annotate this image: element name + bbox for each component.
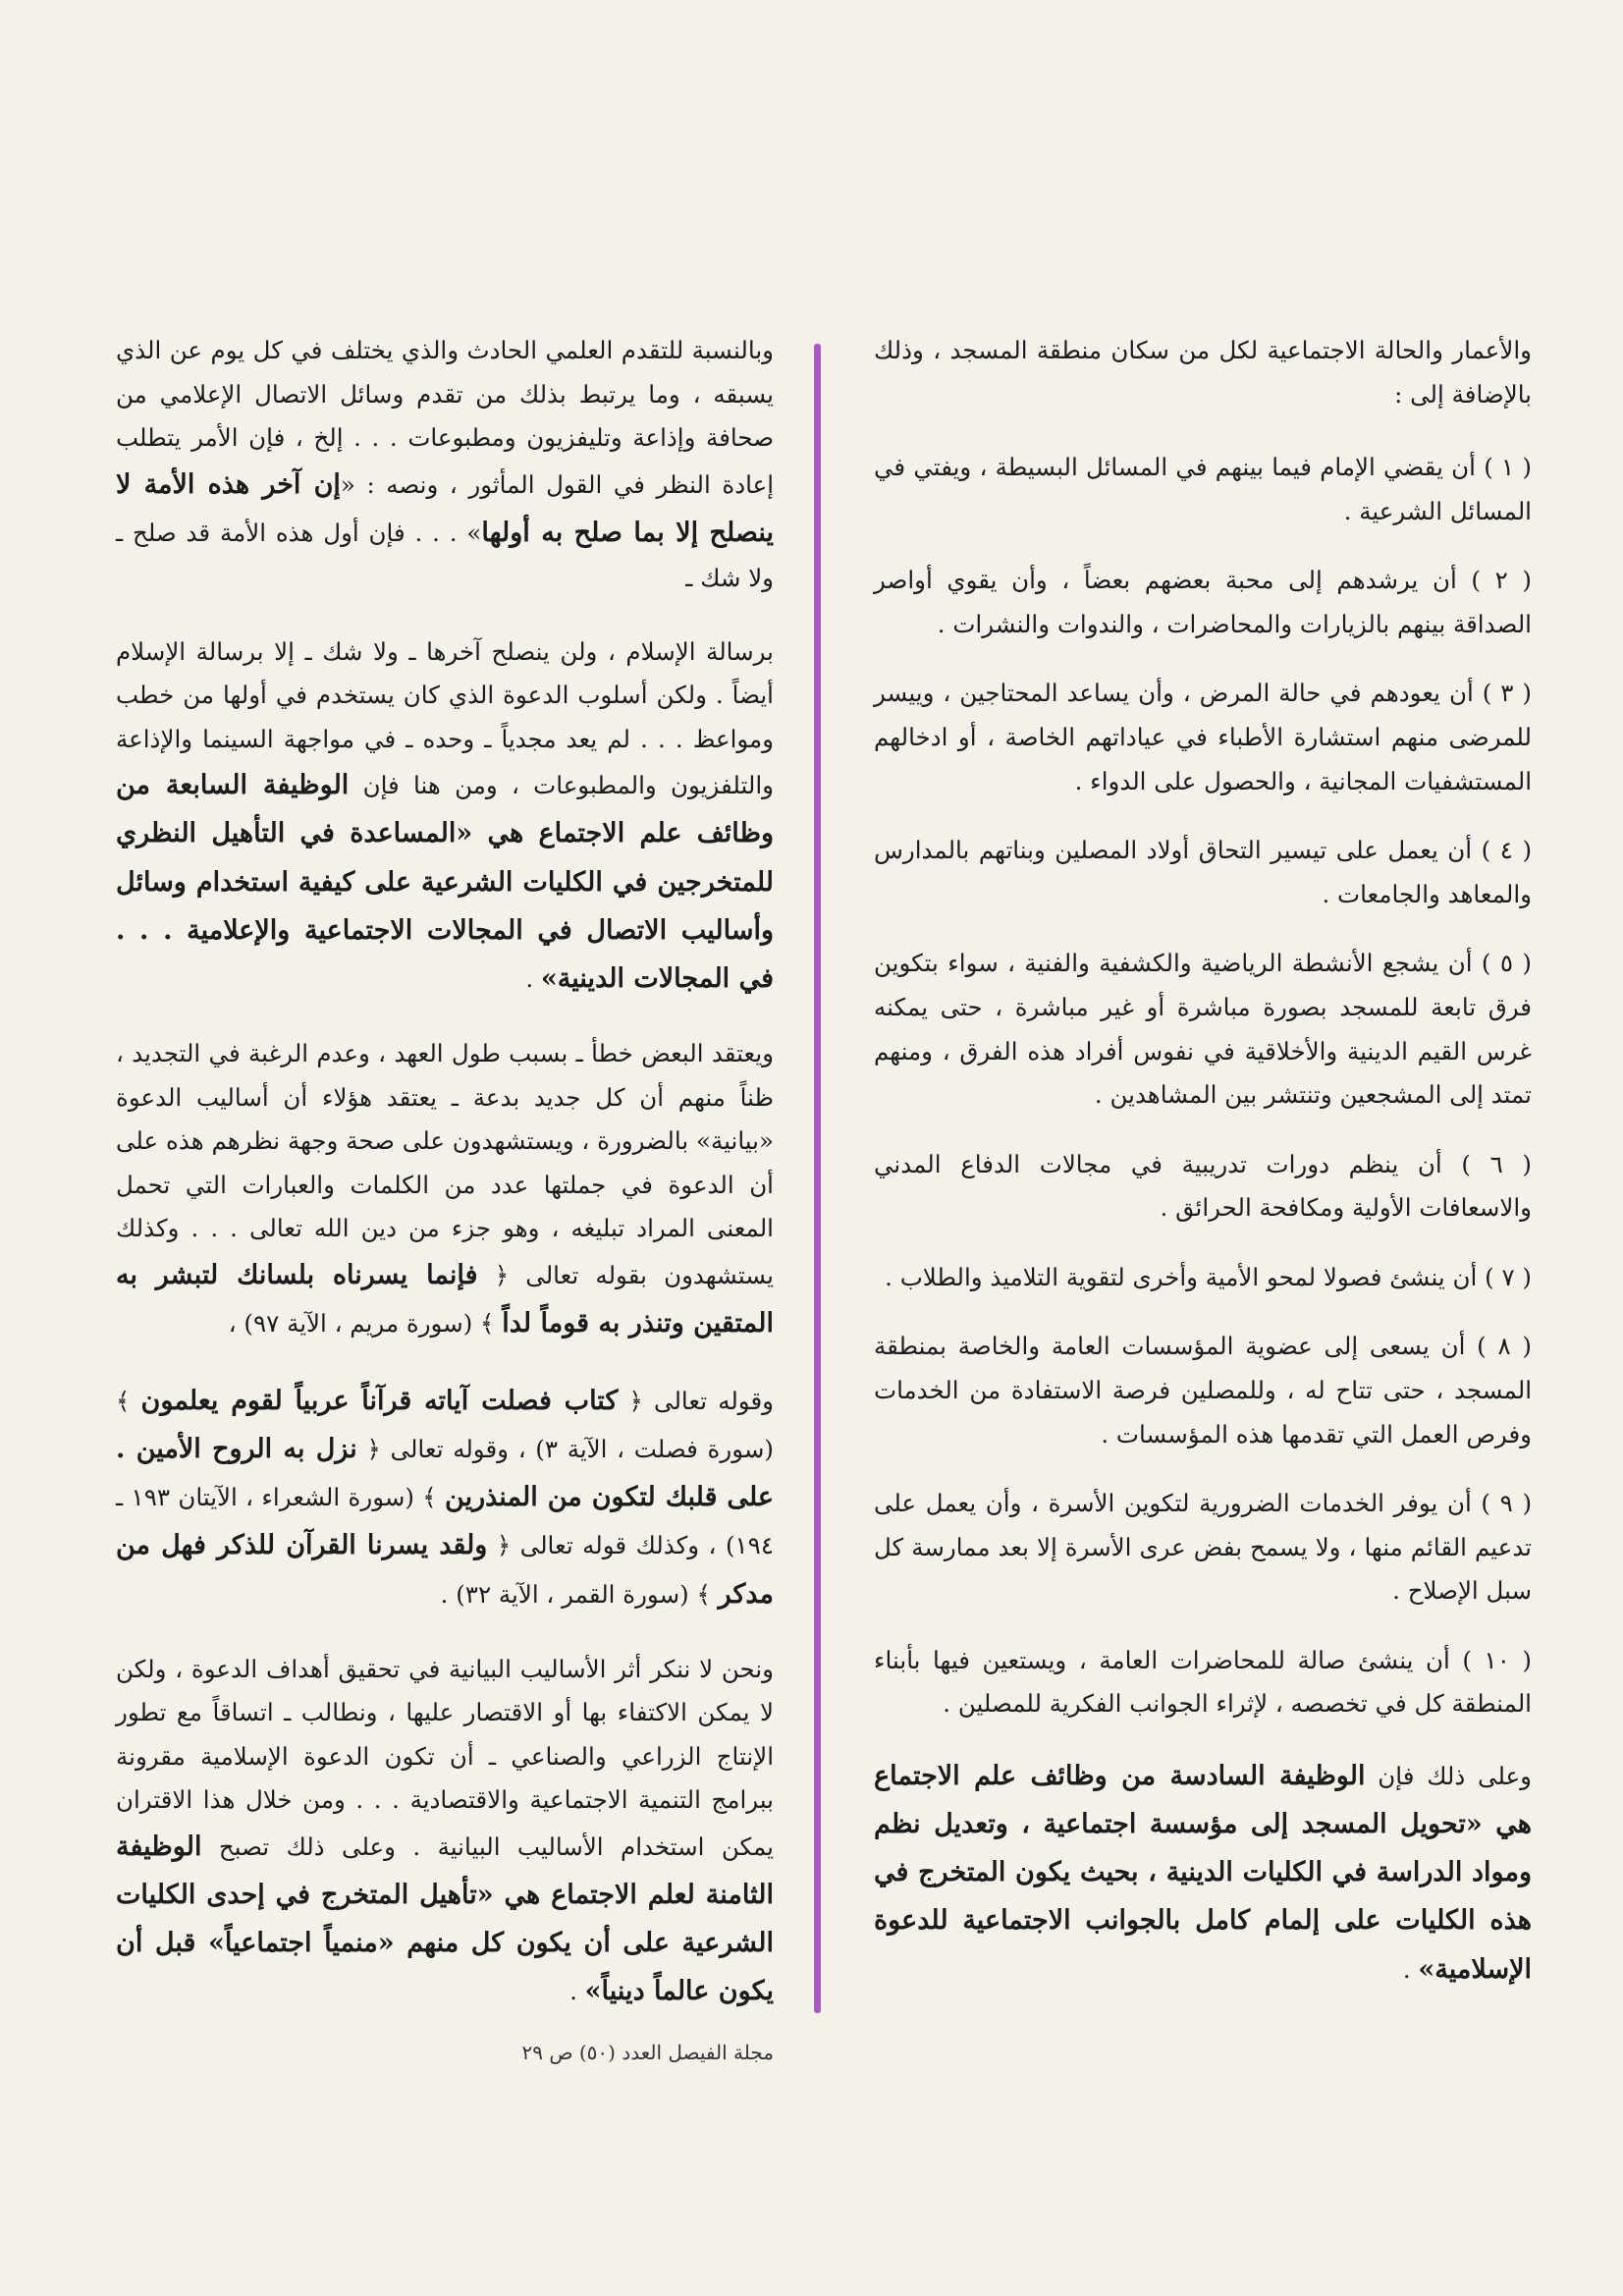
verse-fussilat: كتاب فصلت آياته قرآناً عربياً لقوم يعلمون	[140, 1386, 619, 1417]
verse-maryam: فإنما يسرناه بلسانك لتبشر به المتقين وتنذر به قوماً لداً	[116, 1259, 774, 1339]
list-item-2: ( ٢ ) أن يرشدهم إلى محبة بعضهم بعضاً ، وأن يقوي أواصر الصداقة بينهم بالزيارات والمحاضرات ، والندوات والنشرات .	[874, 566, 1532, 638]
list-item-5: ( ٥ ) أن يشجع الأنشطة الرياضية والكشفية والفنية ، سواء بتكوين فرق تابعة للمسجد بصورة مباشرة أو غير مباشرة ، حتى يمكنه غرس القيم الدينية والأخلاقية في نفوس أفراد هذه الفرق ، ومنهم تمتد إلى المشجعين وتنتشر بين المشاهدين .	[874, 949, 1532, 1110]
p4-a: وقوله تعالى ﴿	[618, 1387, 774, 1416]
left-column	[116, 329, 774, 2046]
p1-end: » . . . فإن أول هذه الأمة قد صلح ـ ولا شك ـ	[116, 518, 774, 592]
verse-shuara: نزل به الروح الأمين . على قلبك لتكون من المنذرين	[116, 1434, 774, 1513]
p4-e: ﴾ (سورة القمر ، الآية ٣٢) .	[440, 1579, 719, 1609]
sixth-function-end: .	[1402, 1954, 1419, 1984]
right-intro: والأعمار والحالة الاجتماعية لكل من سكان منطقة المسجد ، وذلك بالإضافة إلى :	[874, 336, 1532, 409]
left-paragraph-3	[116, 1032, 774, 1347]
sixth-function-bold: الوظيفة السادسة من وظائف علم الاجتماع هي «تحويل المسجد إلى مؤسسة اجتماعية ، وتعديل نظم ومواد الدراسة في الكليات الدينية ، بحيث يكون المتخرج في هذه الكليات على إلمام كامل بالجوانب الاجتماعية للدعوة الإسلامية»	[874, 1761, 1532, 1985]
list-item-1: ( ١ ) أن يقضي الإمام فيما بينهم في المسائل البسيطة ، ويفتي في المسائل الشرعية .	[874, 453, 1532, 525]
sixth-function-paragraph	[874, 1752, 1532, 1994]
p5-text: ونحن لا ننكر أثر الأساليب البيانية في تحقيق أهداف الدعوة ، ولكن لا يمكن الاكتفاء بها أو الاقتصار عليها ، ونطالب ـ اتساقاً مع تطور الإنتاج الزراعي والصناعي ـ أن تكون الدعوة الإسلامية مقرونة ببرامج التنمية الاجتماعية والاقتصادية . . . ومن خلال هذا الاقتران يمكن استخدام الأساليب البيانية . وعلى ذلك تصبح	[116, 1654, 774, 1861]
list-item-7: ( ٧ ) أن ينشئ فصولا لمحو الأمية وأخرى لتقوية التلاميذ والطلاب .	[885, 1262, 1532, 1291]
p3-end: ﴾ (سورة مريم ، الآية ٩٧) ،	[228, 1308, 503, 1338]
page-footer: مجلة الفيصل العدد (٥٠) ص ٢٩	[521, 2041, 774, 2064]
p5-end: .	[569, 1977, 585, 2006]
p4-d: ﴾ (سورة الشعراء ، الآيتان ١٩٣ ـ ١٩٤) ، وكذلك قوله تعالى ﴿	[116, 1483, 774, 1560]
list-item-10: ( ١٠ ) أن ينشئ صالة للمحاضرات العامة ، ويستعين فيها بأبناء المنطقة كل في تخصصه ، لإثراء الجوانب الفكرية للمصلين .	[874, 1645, 1532, 1719]
left-paragraph-5	[116, 1648, 774, 2016]
right-column	[874, 329, 1532, 2023]
list-item-8: ( ٨ ) أن يسعى إلى عضوية المؤسسات العامة والخاصة بمنطقة المسجد ، حتى تتاح له ، وللمصلين فرصة الاستفادة من الخدمات وفرص العمل التي تقدمها هذه المؤسسات .	[874, 1332, 1532, 1449]
list-item-3: ( ٣ ) أن يعودهم في حالة المرض ، وأن يساعد المحتاجين ، وييسر للمرضى منهم استشارة الأطباء في عياداتهم الخاصة ، أو ادخالهم المستشفيات المجانية ، والحصول على الدواء .	[874, 679, 1532, 795]
left-paragraph-2	[116, 630, 774, 1003]
p1-quote: إن آخر هذه الأمة لا ينصلح إلا بما صلح به أولها	[116, 468, 774, 548]
list-item-4: ( ٤ ) أن يعمل على تيسير التحاق أولاد المصلين وبناتهم بالمدارس والمعاهد والجامعات .	[874, 836, 1532, 908]
list-item-6: ( ٦ ) أن ينظم دورات تدريبية في مجالات الدفاع المدني والاسعافات الأولية ومكافحة الحرائق .	[874, 1149, 1532, 1223]
column-divider	[814, 344, 821, 2013]
left-paragraph-4	[116, 1377, 774, 1618]
p2-end: .	[525, 963, 541, 993]
list-item-9: ( ٩ ) أن يوفر الخدمات الضرورية لتكوين الأسرة ، وأن يعمل على تدعيم القائم منها ، ولا يسمح بفض عرى الأسرة إلا بعد ممارسة كل سبل الإصلاح .	[874, 1489, 1532, 1606]
verse-qamar: ولقد يسرنا القرآن للذكر فهل من مدكر	[116, 1530, 774, 1610]
p3-text: ويعتقد البعض خطأ ـ بسبب طول العهد ، وعدم الرغبة في التجديد ، ظناً منهم أن كل جديد بدعة ـ يعتقد هؤلاء أن أساليب الدعوة «بيانية» بالضرورة ، ويستشهدون على صحة وجهة نظرهم هذه على أن الدعوة في جملتها عدد من الكلمات والعبارات التي تحمل المعنى المراد تبليغه ، وهو جزء من دين الله تعالى . . . وكذلك يستشهدون بقوله تعالى ﴿	[116, 1038, 774, 1289]
p2-text: برسالة الإسلام ، ولن ينصلح آخرها ـ ولا شك ـ إلا برسالة الإسلام أيضاً . ولكن أسلوب الدعوة الذي كان يستخدم في أولها من خطب ومواعظ . . . لم يعد مجدياً ـ وحده ـ في مواجهة السينما والإذاعة والتلفزيون والمطبوعات ، ومن هنا فإن	[116, 636, 774, 800]
sixth-function-lead: وعلى ذلك فإن	[1365, 1762, 1533, 1791]
eighth-function-bold: الوظيفة الثامنة لعلم الاجتماع هي «تأهيل المتخرج في إحدى الكليات الشرعية على أن يكون كل منهم «منمياً اجتماعياً» قبل أن يكون عالماً دينياً»	[116, 1831, 774, 2007]
left-paragraph-1	[116, 329, 774, 601]
seventh-function-bold: الوظيفة السابعة من وظائف علم الاجتماع هي «المساعدة في التأهيل النظري للمتخرجين في الكليات الشرعية على كيفية استخدام وسائل وأساليب الاتصال في المجالات الاجتماعية والإعلامية . . . في المجالات الدينية»	[116, 770, 774, 994]
p1-text: وبالنسبة للتقدم العلمي الحادث والذي يختلف في كل يوم عن الذي يسبقه ، وما يرتبط بذلك من تقدم وسائل الاتصال الإعلامي من صحافة وإذاعة وتليفزيون ومطبوعات . . . إلخ ، فإن الأمر يتطلب إعادة النظر في القول المأثور ، ونصه : «	[116, 336, 774, 499]
p4-c: ﴾ (سورة فصلت ، الآية ٣) ، وقوله تعالى ﴿	[116, 1387, 774, 1464]
